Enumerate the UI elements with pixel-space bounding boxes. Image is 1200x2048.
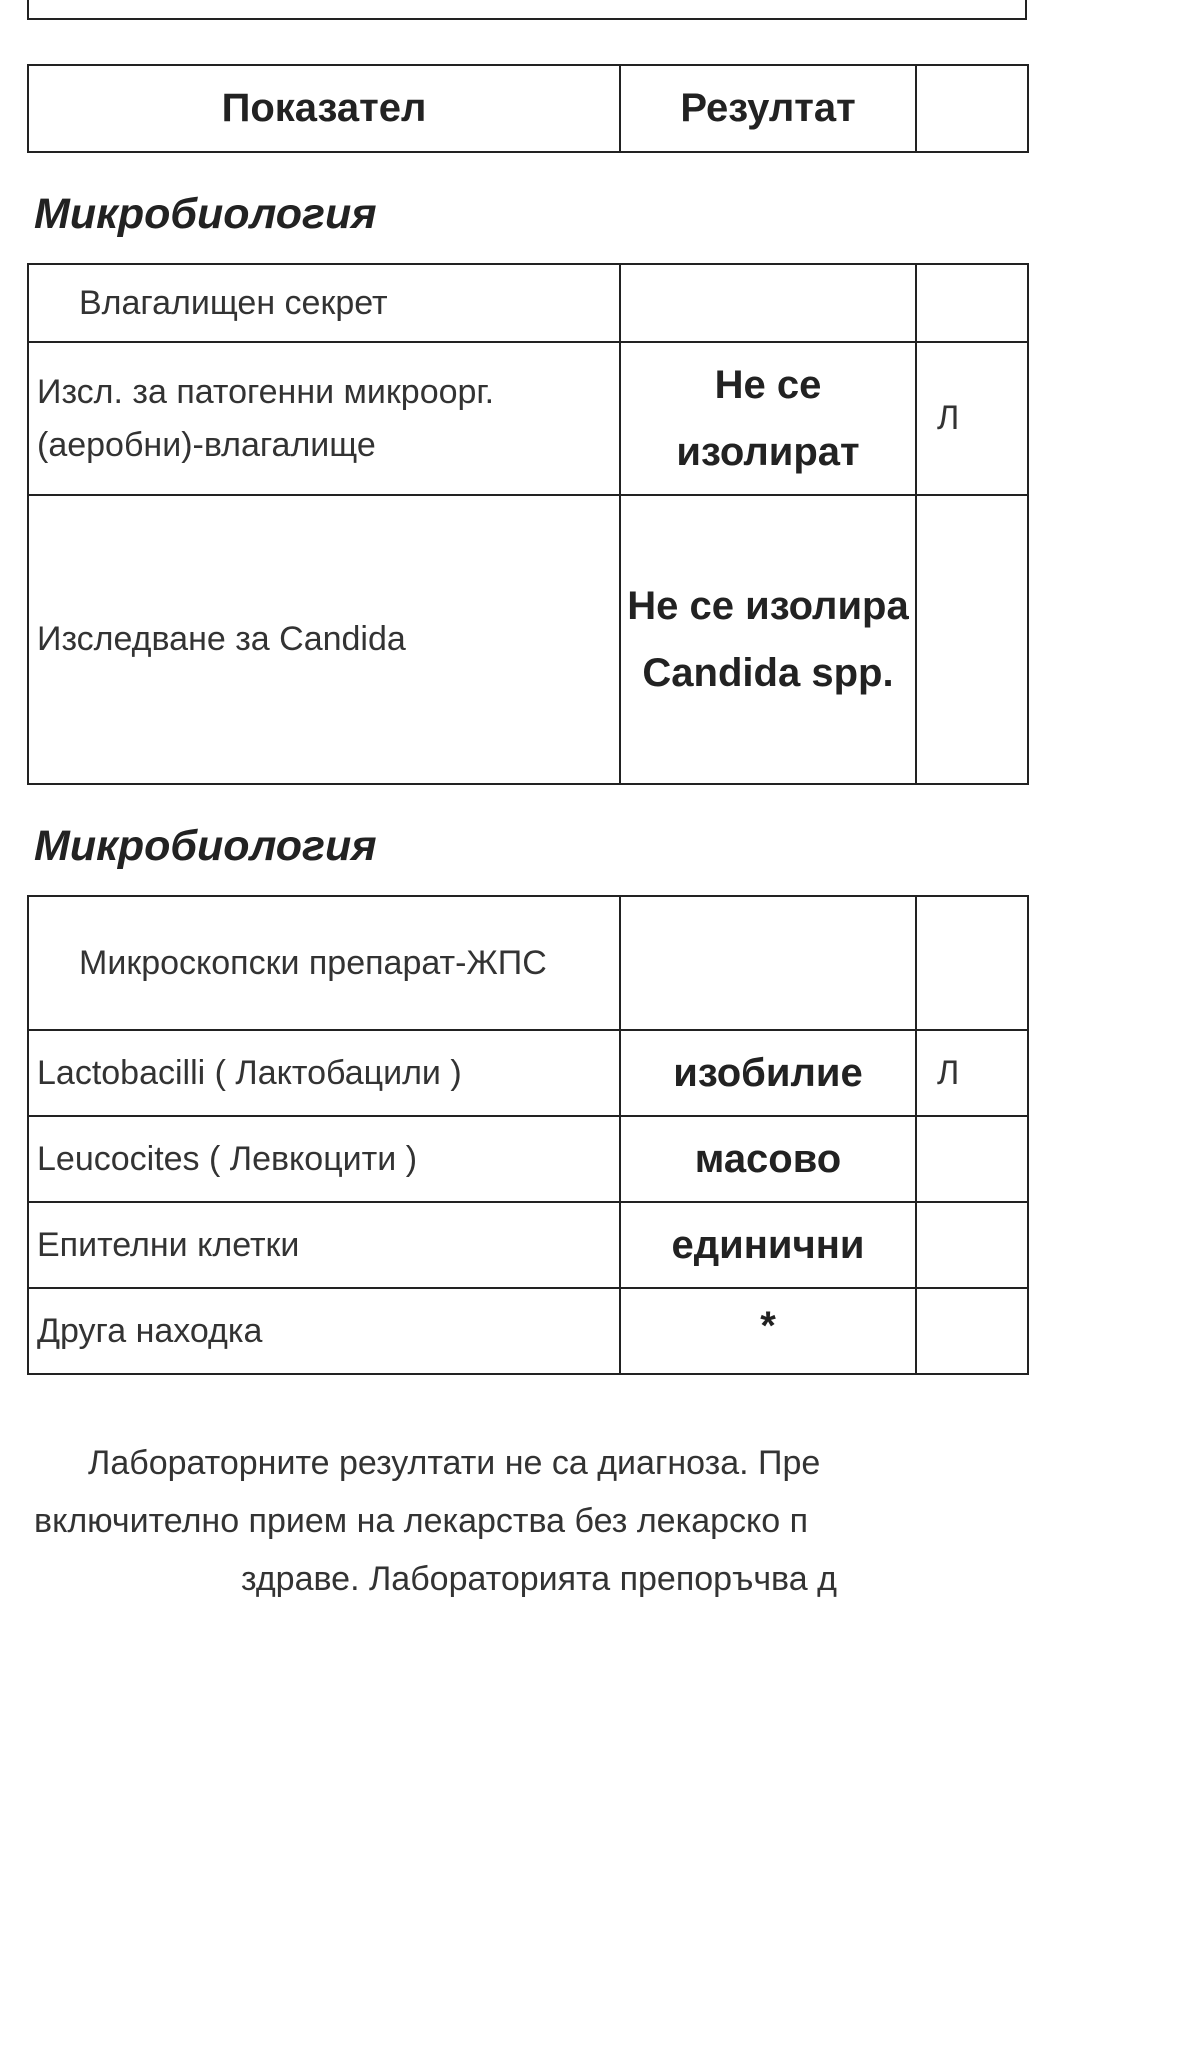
- reference-value: [916, 896, 1028, 1030]
- indicator-name: Влагалищен секрет: [28, 264, 620, 342]
- table-row: [28, 1202, 1028, 1288]
- indicator-name: Leucocites ( Левкоцити ): [28, 1116, 620, 1202]
- result-value: [620, 896, 916, 1030]
- table-row: [28, 1116, 1028, 1202]
- header-result: Резултат: [620, 65, 916, 152]
- indicator-name: Изследване за Candida: [28, 495, 620, 784]
- section-title-microbiology-1: Микробиология: [34, 190, 377, 238]
- result-value: *: [620, 1288, 916, 1374]
- table-row: [28, 342, 1028, 495]
- table-row: [28, 264, 1028, 342]
- result-value: изобилие: [620, 1030, 916, 1116]
- reference-value: [916, 1116, 1028, 1202]
- microbiology-table-2: [27, 895, 1029, 1375]
- indicator-name: Микроскопски препарат-ЖПС: [28, 896, 620, 1030]
- reference-value: Л: [916, 1030, 1028, 1116]
- reference-value: [916, 1202, 1028, 1288]
- reference-value: [916, 1288, 1028, 1374]
- indicator-name: Друга находка: [28, 1288, 620, 1374]
- header-indicator: Показател: [28, 65, 620, 152]
- result-value: единични: [620, 1202, 916, 1288]
- previous-table-edge: [27, 0, 1027, 20]
- reference-value: [916, 264, 1028, 342]
- table-row: [28, 1030, 1028, 1116]
- result-value: масово: [620, 1116, 916, 1202]
- table-row: [28, 495, 1028, 784]
- reference-value: Л: [916, 342, 1028, 495]
- disclaimer-line-3: здраве. Лабораторията препоръчва д: [241, 1560, 837, 1598]
- indicator-name: Епителни клетки: [28, 1202, 620, 1288]
- result-value: Не се изолира Candida spp.: [620, 495, 916, 784]
- microbiology-table-1: [27, 263, 1029, 785]
- results-header-table: [27, 64, 1029, 153]
- disclaimer-line-1: Лабораторните резултати не са диагноза. Пре: [88, 1444, 821, 1482]
- disclaimer-line-2: включително прием на лекарства без лекарско п: [34, 1502, 809, 1540]
- indicator-name: Lactobacilli ( Лактобацили ): [28, 1030, 620, 1116]
- header-row: [28, 65, 1028, 152]
- table-row: [28, 896, 1028, 1030]
- header-reference: [916, 65, 1028, 152]
- table-row: [28, 1288, 1028, 1374]
- indicator-name: Изсл. за патогенни микроорг. (аеробни)-влагалище: [28, 342, 620, 495]
- result-value: Не се изолират: [620, 342, 916, 495]
- section-title-microbiology-2: Микробиология: [34, 822, 377, 870]
- result-value: [620, 264, 916, 342]
- reference-value: [916, 495, 1028, 784]
